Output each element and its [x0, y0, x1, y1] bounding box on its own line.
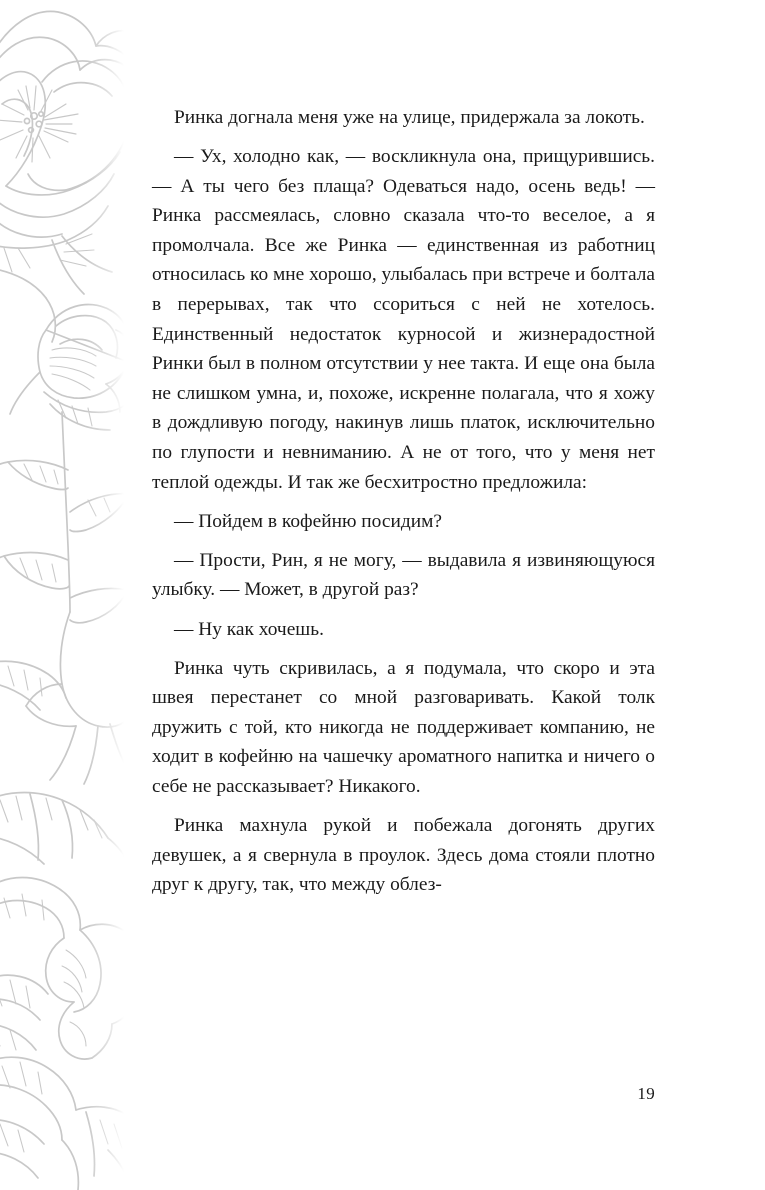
floral-border-ornament	[0, 0, 132, 1190]
leaf-spray-lower	[0, 793, 130, 869]
paragraph: — Ну как хочешь.	[174, 618, 324, 640]
paragraph: Ринка махнула рукой и побежала догонять других девушек, а я свернула в проулок. Здесь дома стояли плотно друг к другу, так, что между облез-	[152, 815, 655, 896]
paragraph: — Прости, Рин, я не могу, — выдавила я извиняющуюся улыбку. — Может, в другой раз?	[152, 549, 655, 601]
body-text-column	[152, 103, 655, 900]
paragraph: — Ух, холодно как, — воскликнула она, прищурившись. — А ты чего без плаща? Одеваться надо, осень ведь! — Ринка рассмеялась, словно сказала что-то веселое, а я промолчала. Все же Ринка — единственная из работниц относилась ко мне хорошо, улыбалась при встрече и болтала в перерывах, так что ссориться с ней не хотелось. Единственный недостаток курносой и жизнерадостной Ринки был в полном отсутствии у нее такта. И еще она была не слишком умна, и, похоже, искренне полагала, что я хожу в дождливую погоду, накинув лишь платок, исключительно по глупости и невниманию. А не от того, что у меня нет теплой одежды. И так же бесхитростно предложила:	[152, 146, 655, 493]
page-number: 19	[637, 1084, 655, 1103]
leaf-fan-upper	[0, 206, 112, 342]
flower-bud-group	[0, 612, 132, 784]
paragraph: Ринка догнала меня уже на улице, придержала за локоть.	[174, 107, 645, 128]
peony-bottom-group	[0, 878, 132, 1190]
peony-middle-group	[10, 304, 132, 430]
paragraph: — Пойдем в кофейню посидим?	[174, 510, 442, 532]
peony-top-group	[0, 11, 132, 237]
stem-leaves-middle	[0, 412, 130, 623]
paragraph: Ринка чуть скривилась, а я подумала, что скоро и эта швея перестанет со мной разговаривать. Какой толк дружить с той, кто никогда не поддерживает компанию, не ходит в кофейню на чашечку ароматного напитка и ничего о себе не рассказывает? Никакого.	[152, 657, 655, 797]
